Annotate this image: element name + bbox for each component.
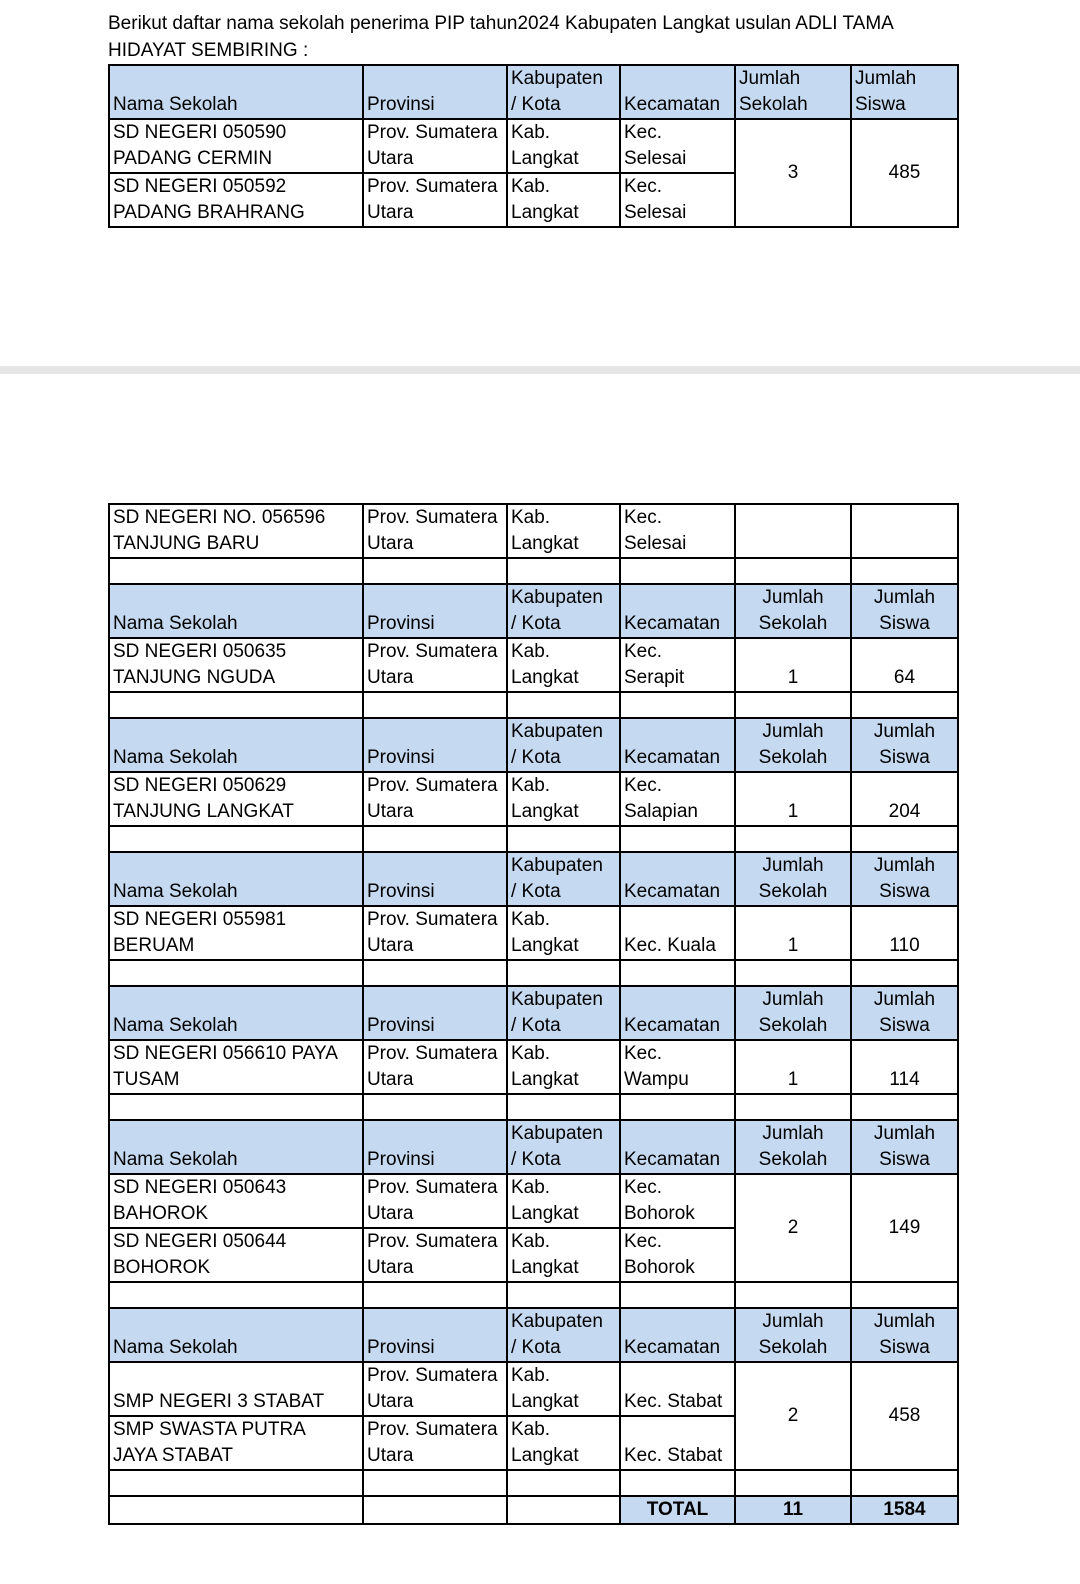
header-nama: Nama Sekolah [109, 65, 363, 119]
table-row [109, 1362, 958, 1416]
empty-cell [507, 1496, 620, 1524]
province: Prov. Sumatera Utara [363, 638, 507, 692]
province: Prov. Sumatera Utara [363, 1040, 507, 1094]
district: Kec. Bohorok [620, 1228, 735, 1282]
regency: Kab. Langkat [507, 173, 620, 227]
header-jumlah-sekolah: Jumlah Sekolah [735, 65, 851, 119]
jumlah-sekolah-cell: 1 [735, 772, 851, 826]
header-kabupaten: Kabupaten / Kota [507, 986, 620, 1040]
empty-cell [363, 1496, 507, 1524]
jumlah-sekolah-cell: 2 [735, 1174, 851, 1282]
header-kecamatan: Kecamatan [620, 986, 735, 1040]
empty-cell [851, 504, 958, 558]
province: Prov. Sumatera Utara [363, 906, 507, 960]
header-provinsi: Provinsi [363, 65, 507, 119]
school-name: SD NEGERI 055981 BERUAM [109, 906, 363, 960]
header-nama: Nama Sekolah [109, 1308, 363, 1362]
header-provinsi: Provinsi [363, 852, 507, 906]
header-jumlah-sekolah: Jumlah Sekolah [735, 1120, 851, 1174]
province: Prov. Sumatera Utara [363, 504, 507, 558]
header-jumlah-sekolah: Jumlah Sekolah [735, 1308, 851, 1362]
school-name: SD NEGERI 050644 BOHOROK [109, 1228, 363, 1282]
province: Prov. Sumatera Utara [363, 119, 507, 173]
header-kecamatan: Kecamatan [620, 65, 735, 119]
header-nama: Nama Sekolah [109, 852, 363, 906]
jumlah-sekolah-cell: 3 [735, 119, 851, 227]
total-label: TOTAL [620, 1496, 735, 1524]
school-name: SMP NEGERI 3 STABAT [109, 1362, 363, 1416]
school-name: SD NEGERI 050629 TANJUNG LANGKAT [109, 772, 363, 826]
province: Prov. Sumatera Utara [363, 1174, 507, 1228]
blank-row [109, 1470, 958, 1496]
page-break-divider [0, 366, 1080, 374]
header-row [109, 986, 958, 1040]
district: Kec. Wampu [620, 1040, 735, 1094]
regency: Kab. Langkat [507, 1362, 620, 1416]
header-kecamatan: Kecamatan [620, 584, 735, 638]
school-name: SD NEGERI NO. 056596 TANJUNG BARU [109, 504, 363, 558]
district: Kec. Stabat [620, 1416, 735, 1470]
regency: Kab. Langkat [507, 772, 620, 826]
regency: Kab. Langkat [507, 1228, 620, 1282]
header-nama: Nama Sekolah [109, 718, 363, 772]
header-row [109, 852, 958, 906]
school-name: SMP SWASTA PUTRA JAYA STABAT [109, 1416, 363, 1470]
blank-row [109, 826, 958, 852]
header-provinsi: Provinsi [363, 1308, 507, 1362]
regency: Kab. Langkat [507, 638, 620, 692]
header-jumlah-siswa: Jumlah Siswa [851, 986, 958, 1040]
table-row [109, 906, 958, 960]
header-jumlah-siswa: Jumlah Siswa [851, 1308, 958, 1362]
blank-row [109, 1094, 958, 1120]
header-provinsi: Provinsi [363, 1120, 507, 1174]
blank-row [109, 1282, 958, 1308]
district: Kec. Selesai [620, 173, 735, 227]
header-kabupaten: Kabupaten / Kota [507, 718, 620, 772]
total-jumlah-siswa: 1584 [851, 1496, 958, 1524]
jumlah-siswa-cell: 64 [851, 638, 958, 692]
jumlah-sekolah-cell: 1 [735, 906, 851, 960]
school-name: SD NEGERI 050643 BAHOROK [109, 1174, 363, 1228]
district: Kec. Serapit [620, 638, 735, 692]
header-jumlah-sekolah: Jumlah Sekolah [735, 986, 851, 1040]
header-jumlah-sekolah: Jumlah Sekolah [735, 852, 851, 906]
header-jumlah-siswa: Jumlah Siswa [851, 718, 958, 772]
jumlah-siswa-cell: 110 [851, 906, 958, 960]
intro-line-1: Berikut daftar nama sekolah penerima PIP tahun2024 Kabupaten Langkat usulan ADLI TAMA [108, 13, 894, 34]
header-kecamatan: Kecamatan [620, 852, 735, 906]
school-name: SD NEGERI 050590 PADANG CERMIN [109, 119, 363, 173]
regency: Kab. Langkat [507, 1174, 620, 1228]
district: Kec. Selesai [620, 119, 735, 173]
header-kecamatan: Kecamatan [620, 718, 735, 772]
total-jumlah-sekolah: 11 [735, 1496, 851, 1524]
total-row [109, 1496, 958, 1524]
province: Prov. Sumatera Utara [363, 1362, 507, 1416]
regency: Kab. Langkat [507, 906, 620, 960]
table-row [109, 1174, 958, 1228]
header-kabupaten: Kabupaten / Kota [507, 852, 620, 906]
jumlah-sekolah-cell: 2 [735, 1362, 851, 1470]
district: Kec. Selesai [620, 504, 735, 558]
province: Prov. Sumatera Utara [363, 1416, 507, 1470]
province: Prov. Sumatera Utara [363, 1228, 507, 1282]
header-nama: Nama Sekolah [109, 584, 363, 638]
header-jumlah-siswa: Jumlah Siswa [851, 65, 958, 119]
header-provinsi: Provinsi [363, 986, 507, 1040]
empty-cell [109, 1496, 363, 1524]
header-kabupaten: Kabupaten / Kota [507, 1120, 620, 1174]
intro-paragraph [108, 10, 958, 64]
header-row [109, 1120, 958, 1174]
province: Prov. Sumatera Utara [363, 772, 507, 826]
jumlah-siswa-cell: 114 [851, 1040, 958, 1094]
district: Kec. Kuala [620, 906, 735, 960]
jumlah-siswa-cell: 485 [851, 119, 958, 227]
school-name: SD NEGERI 050592 PADANG BRAHRANG [109, 173, 363, 227]
school-table-page-1 [108, 64, 959, 228]
blank-row [109, 960, 958, 986]
district: Kec. Stabat [620, 1362, 735, 1416]
table-row [109, 772, 958, 826]
header-row [109, 718, 958, 772]
table-row [109, 1040, 958, 1094]
header-kabupaten: Kabupaten / Kota [507, 65, 620, 119]
empty-cell [735, 504, 851, 558]
jumlah-siswa-cell: 149 [851, 1174, 958, 1282]
jumlah-sekolah-cell: 1 [735, 1040, 851, 1094]
jumlah-sekolah-cell: 1 [735, 638, 851, 692]
school-name: SD NEGERI 050635 TANJUNG NGUDA [109, 638, 363, 692]
jumlah-siswa-cell: 458 [851, 1362, 958, 1470]
blank-row [109, 692, 958, 718]
table-row [109, 638, 958, 692]
header-provinsi: Provinsi [363, 718, 507, 772]
jumlah-siswa-cell: 204 [851, 772, 958, 826]
intro-line-2: HIDAYAT SEMBIRING : [108, 40, 309, 61]
header-kabupaten: Kabupaten / Kota [507, 584, 620, 638]
blank-row [109, 558, 958, 584]
header-kecamatan: Kecamatan [620, 1120, 735, 1174]
header-nama: Nama Sekolah [109, 986, 363, 1040]
header-row [109, 1308, 958, 1362]
regency: Kab. Langkat [507, 1416, 620, 1470]
header-row [109, 584, 958, 638]
province: Prov. Sumatera Utara [363, 173, 507, 227]
school-table-page-2 [108, 503, 959, 1525]
regency: Kab. Langkat [507, 1040, 620, 1094]
header-nama: Nama Sekolah [109, 1120, 363, 1174]
header-kecamatan: Kecamatan [620, 1308, 735, 1362]
header-jumlah-sekolah: Jumlah Sekolah [735, 718, 851, 772]
regency: Kab. Langkat [507, 119, 620, 173]
header-kabupaten: Kabupaten / Kota [507, 1308, 620, 1362]
header-jumlah-siswa: Jumlah Siswa [851, 852, 958, 906]
district: Kec. Bohorok [620, 1174, 735, 1228]
header-provinsi: Provinsi [363, 584, 507, 638]
district: Kec. Salapian [620, 772, 735, 826]
header-row [109, 65, 958, 119]
table-row [109, 504, 958, 558]
header-jumlah-sekolah: Jumlah Sekolah [735, 584, 851, 638]
header-jumlah-siswa: Jumlah Siswa [851, 584, 958, 638]
table-row [109, 119, 958, 173]
regency: Kab. Langkat [507, 504, 620, 558]
school-name: SD NEGERI 056610 PAYA TUSAM [109, 1040, 363, 1094]
header-jumlah-siswa: Jumlah Siswa [851, 1120, 958, 1174]
